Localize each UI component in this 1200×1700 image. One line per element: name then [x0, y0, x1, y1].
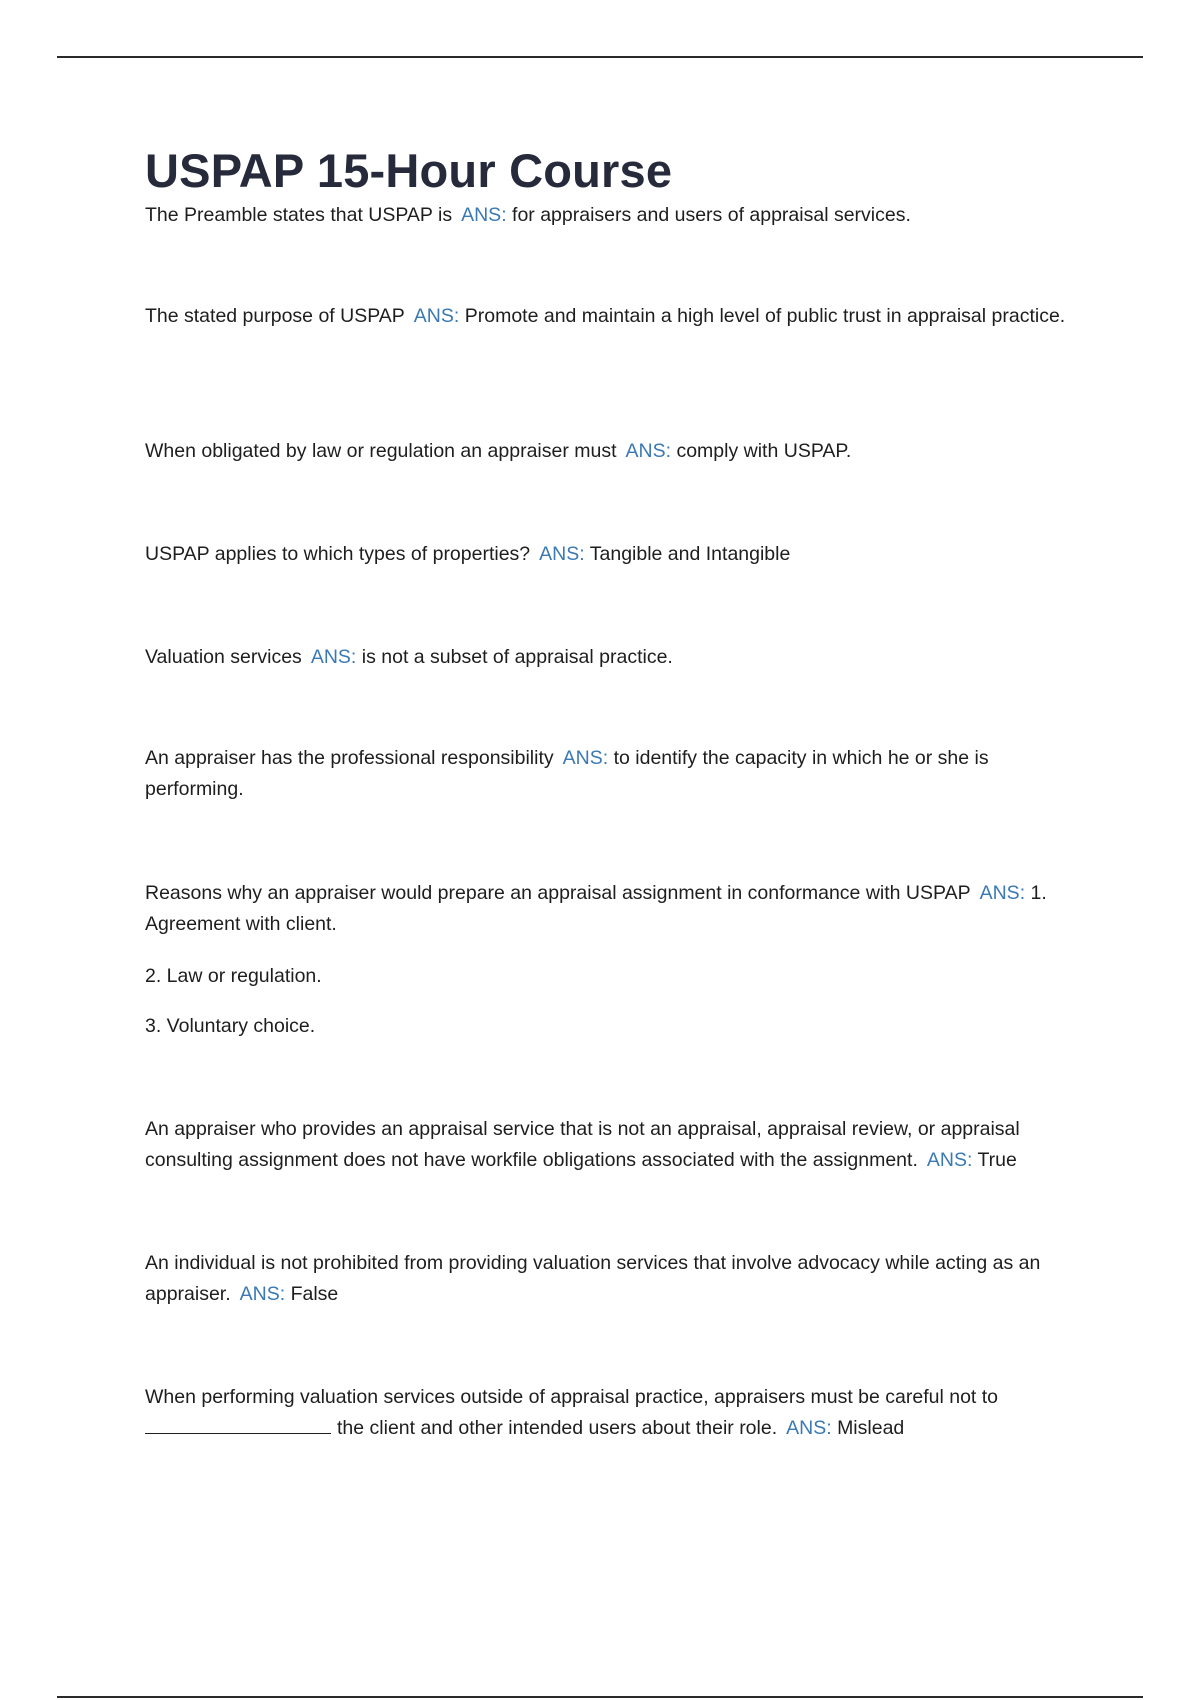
answer-text: Mislead — [837, 1417, 905, 1439]
question-text: USPAP applies to which types of properties? — [145, 543, 531, 565]
qa-item-2 — [145, 301, 1085, 332]
answer-text: Promote and maintain a high level of public trust in appraisal practice. — [464, 305, 1066, 327]
qa-item-7 — [145, 878, 1085, 940]
fill-in-blank — [145, 1415, 331, 1434]
ans-label: ANS: — [786, 1417, 832, 1439]
ans-label: ANS: — [625, 440, 672, 462]
qa-item-6 — [145, 743, 1085, 805]
qa-item-4 — [145, 539, 1085, 570]
question-text: Reasons why an appraiser would prepare an appraisal assignment in conformance with USPAP — [145, 882, 971, 904]
top-rule — [57, 56, 1143, 58]
ans-label: ANS: — [413, 305, 460, 327]
qa-item-3 — [145, 436, 1085, 467]
question-text: An individual is not prohibited from providing valuation services that involve advocacy while acting as an appraiser. — [145, 1252, 1041, 1305]
qa-item-10 — [145, 1382, 1085, 1444]
question-text: Valuation services — [145, 646, 302, 668]
qa-item-8 — [145, 1114, 1085, 1176]
ans-label: ANS: — [239, 1283, 286, 1305]
answer-text: to identify the capacity in which he or she is performing. — [145, 747, 989, 800]
bottom-rule — [57, 1696, 1143, 1698]
qa-item-1 — [145, 200, 1085, 231]
question-text-before-blank: When performing valuation services outside of appraisal practice, appraisers must be careful not to — [145, 1386, 999, 1408]
qa-item-5 — [145, 642, 1085, 673]
question-text: The stated purpose of USPAP — [145, 305, 405, 327]
answer-text: comply with USPAP. — [676, 440, 852, 462]
ans-label: ANS: — [979, 882, 1026, 904]
qa-item-7-line-2: 2. Law or regulation. — [145, 965, 322, 987]
qa-item-9 — [145, 1248, 1085, 1310]
answer-text: 1. Agreement with client. — [145, 882, 1047, 935]
question-text-after-blank: the client and other intended users about their role. — [337, 1417, 778, 1439]
question-text: An appraiser who provides an appraisal service that is not an appraisal, appraisal review, or appraisal consulting assignment does not have workfile obligations associated with the assignment. — [145, 1118, 1020, 1171]
ans-label: ANS: — [539, 543, 585, 565]
ans-label: ANS: — [461, 204, 507, 226]
ans-label: ANS: — [310, 646, 357, 668]
document-title: USPAP 15-Hour Course — [145, 144, 673, 197]
answer-text: False — [290, 1283, 339, 1305]
answer-text: True — [977, 1149, 1017, 1171]
answer-text: Tangible and Intangible — [589, 543, 791, 565]
question-text: The Preamble states that USPAP is — [145, 204, 453, 226]
ans-label: ANS: — [562, 747, 609, 769]
question-text: An appraiser has the professional responsibility — [145, 747, 554, 769]
answer-text: is not a subset of appraisal practice. — [361, 646, 673, 668]
qa-item-7-line-3: 3. Voluntary choice. — [145, 1015, 316, 1037]
question-text: When obligated by law or regulation an appraiser must — [145, 440, 617, 462]
answer-text: for appraisers and users of appraisal services. — [512, 204, 911, 226]
ans-label: ANS: — [926, 1149, 973, 1171]
